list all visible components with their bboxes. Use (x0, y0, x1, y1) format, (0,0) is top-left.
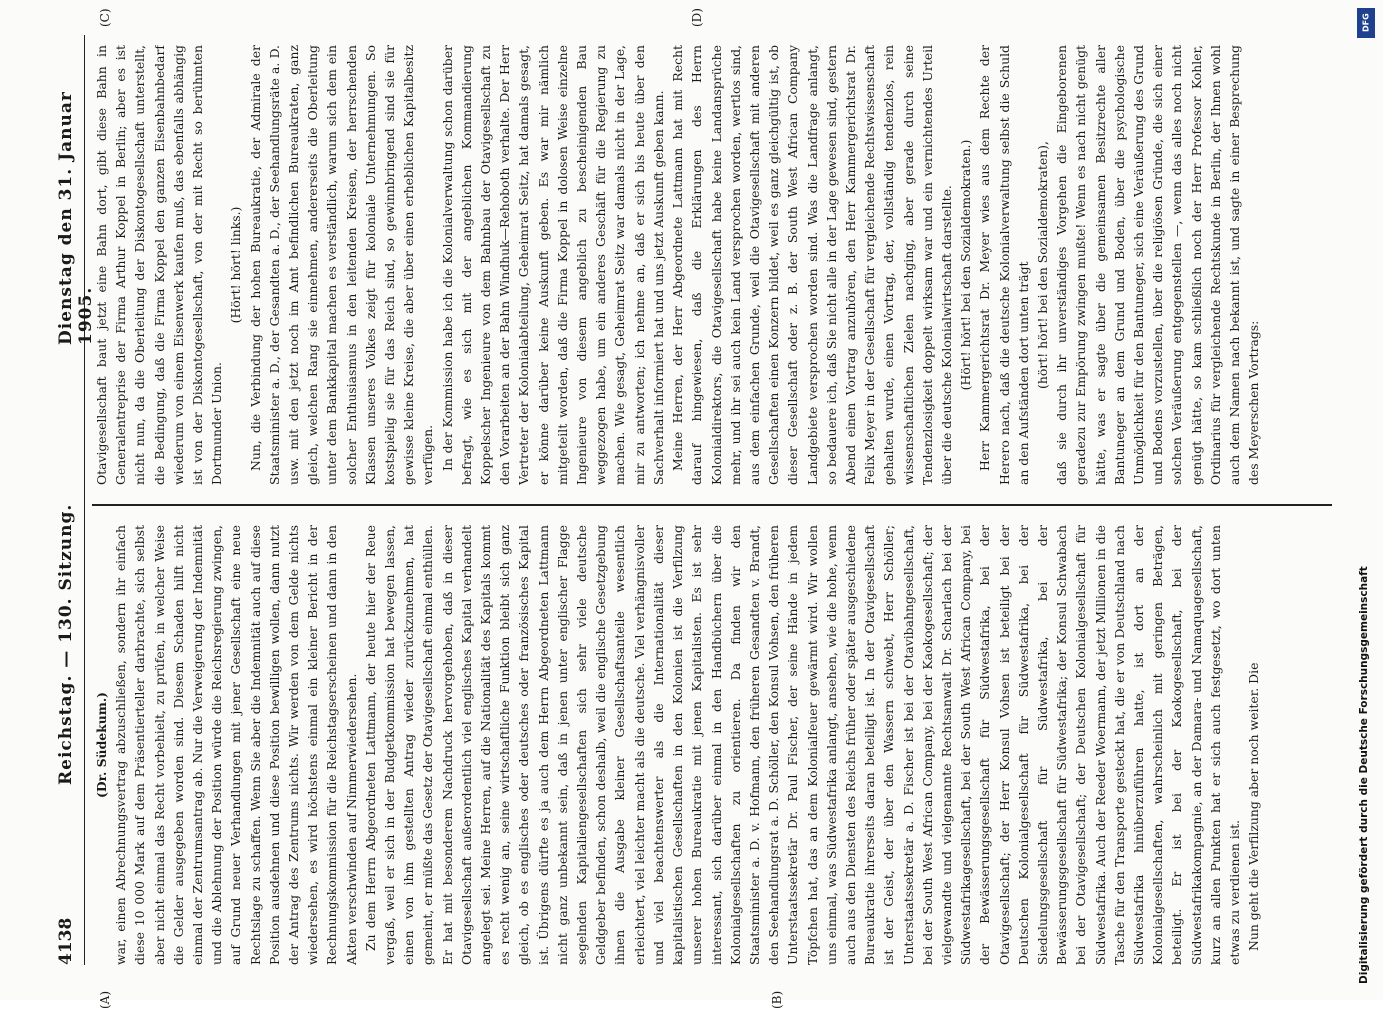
digitization-credit (1356, 8, 1378, 992)
right-column (92, 45, 1342, 485)
paragraph: Meine Herren, der Herr Abgeordnete Lattmann hat mit Recht darauf hingewiesen, daß die Erklärungen des Herrn Kolonialdirektors, die Otavigesellschaft habe keine Landansprüche mehr, und ihr sei auch kein Land versprochen worden, wertlos sind, aus dem einfachen Grunde, weil die Otavigesellschaft mit anderen Gesellschaften einen Konzern bildet, weil es ganz gleichgültig ist, ob dieser Gesellschaft oder z. B. der South West African Company Landgebiete versprochen worden sind. Was die Landfrage anlangt, so bedauere ich, daß Sie nicht alle in der Lage gewesen sind, gestern Abend einen Vortrag anzuhören, den Herr Kammergerichtsrat Dr. Felix Meyer in der Gesellschaft für vergleichende Rechtswissenschaft gehalten wurde, einen Vortrag, der, vollständig tendenzlos, rein wissenschaftlichen Zielen nachging, aber gerade durch seine Tendenzlosigkeit doppelt wirksam war und ein vernichtendes Urteil über die deutsche Kolonialwirtschaft darstellte. (670, 45, 954, 485)
paragraph: Zu dem Herrn Abgeordneten Lattmann, der heute hier der Reue vergaß, weil er sich in der Budgetkommission hat bewegen lassen, einen von ihm gestellten Antrag wieder zurückzunehmen, hat gemeint, er müßte das Gesetz der Otavigesellschaft einmal enthüllen. Er hat mit besonderem Nachdruck hervorgehoben, daß in dieser Otavigesellschaft außerordentlich viel englisches Kapital verhandelt angelegt sei. Meine Herren, auf die Nationalität des Kapitals kommt es recht wenig an, seine wirtschaftliche Funktion bleibt sich ganz gleich, ob es englisches oder deutsches oder französisches Kapital ist. Übrigens dürfte es ja auch dem Herrn Abgeordneten Lattmann nicht ganz unbekannt sein, daß in jenen unter englischer Flagge segelnden Kapitaliengesellschaften sich sehr viele deutsche Geldgeber befinden, schon deshalb, weil die englische Gesetzgebung ihnen die Ausgabe kleiner Gesellschaftsanteile wesentlich erleichtert, viel leichter macht als die deutsche. Viel verhängnisvoller und viel beachtenswerter als die Internationalität dieser kapitalistischen Gesellschaften in den Kolonien ist die Verfilzung unserer hohen Bureaukratie mit jenen Kapitalisten. Es ist sehr interessant, sich darüber einmal in den Handbüchern über die Kolonialgesellschaften zu orientieren. Da finden wir den Staatsminister a. D. v. Hofmann, den früheren Gesandten v. Brandt, den Seehandlungsrat a. D. Schöller, den Konsul Vohsen, den früheren Unterstaatssekretär Dr. Paul Fischer, der seine Hände in jedem Töpfchen hat, das an dem Kolonialfeuer gewärmt wird. Wir wollen uns einmal, was Südwestafrika anlangt, ansehen, wie die hohe, wenn auch aus den Diensten des Reichs früher oder später ausgeschiedene Bureaukratie ihrerseits daran beteiligt ist. In der Otavigesellschaft ist der Geist, der über den Wassern schwebt, Herr Schöller; Unterstaatssekretär a. D. Fischer ist bei der Otavibahngesellschaft, bei der South West African Company, bei der Kaokogesellschaft; der vielgewandte und vielgenannte Rechtsanwalt Dr. Scharlach bei der Südwestafrikagesellschaft, bei der South West African Company, bei der Bewässerungsgesellschaft für Südwestafrika, bei der Otavigesellschaft; der Herr Konsul Vohsen ist beteiligt bei der Deutschen Kolonialgesellschaft für Südwestafrika, bei der Siedelungsgesellschaft für Südwestafrika, bei der Bewässerungsgesellschaft für Südwestafrika; der Konsul Schwabach bei der Otavigesellschaft; der Deutschen Kolonialgesellschaft für Südwestafrika. Auch der Reeder Woermann, der jetzt Millionen in die Tasche für den Transporte gesteckt hat, die er von Deutschland nach Südwestafrika hinüberzuführen hatte, ist dort an der Kolonialgesellschaften, wahrscheinlich mit geringen Beträgen, beteiligt. Er ist bei der Kaokogesellschaft, bei der Südwestafrikakompagnie, an der Damara- und Namaquagesellschaft, kurz an allen Punkten hat er sich auch festgesetzt, wo dort unten etwas zu verdienen ist. (362, 525, 1242, 965)
margin-mark-c: (C) (98, 8, 112, 27)
interjection: (hört! hört! bei den Sozialdemokraten), (1034, 141, 1050, 389)
page-header (50, 35, 96, 965)
speaker-note: (Dr. Südekum.) (94, 692, 109, 799)
paragraph: Otavigesellschaft baut jetzt eine Bahn dort, gibt diese Bahn in Generalentreprise der Firma Arthur Koppel in Berlin; aber es ist nicht nun, da die Oberleitung der Diskontogesellschaft unterstellt, die Bedingung, daß die Firma Koppel den ganzen Eisenbahnbedarf wiederum von einem Eisenwerk kaufen muß, das ebenfalls abhängig ist von der Diskontogesellschaft, von der mit Recht so berühmten Dortmunder Union. (94, 45, 225, 485)
paragraph: Nun, die Verbindung der hohen Bureaukratie, der Admirale der Staatsminister a. D., der Gesandten a. D., der Seehandlungsräte a. D. usw. mit den jetzt noch im Amt befindlichen Bureaukraten, ganz gleich, welchen Rang sie einnehmen, andererseits die Oberleitung unter dem Bankkapital machen es verständlich, warum sich dem ein solcher Enthusiasmus in den leitenden Kreisen, der herrschenden Klassen unseres Volkes zeigt für koloniale Unternehmungen. So kostspielig sie für das Reich sind, so gewinnbringend sind sie für gewisse kleine Kreise, die aber über einen erheblichen Kapitalbesitz verfügen. (247, 45, 436, 485)
paragraph: Herr Kammergerichtsrat Dr. Meyer wies aus dem Rechte der Herero nach, daß die deutsche Kolonialverwaltung selbst die Schuld an den Aufständen dort unten trägt (977, 45, 1031, 485)
session-date: Dienstag den 31. Januar 1905. (56, 91, 96, 345)
margin-mark-d: (D) (690, 8, 704, 27)
paragraph: war, einen Abrechnungsvertrag abzuschließen, sondern ihr einfach diese 10 000 Mark auf dem Präsentierteller darbrachte, sich selbst aber nicht einmal das Recht vorbehielt, zu prüfen, in welcher Weise die Gelder ausgegeben worden sind. Diesem Schaden hilft nicht einmal der Zentrumsantrag ab. Nur die Verweigerung der Indemnität und die Ablehnung der Position würde die Reichsregierung zwingen, auf Grund neuer Verhandlungen mit jener Gesellschaft eine neue Rechtslage zu schaffen. Wenn Sie aber die Indemnität auch auf diese Position ausdehnen und diese Position bewilligen wollen, dann nutzt der Antrag des Zentrums nichts. Wir werden von dem Gelde nichts wiedersehen, es wird höchstens einmal ein kleiner Bericht in der Rechnungskommission für die Reichstagserscheinen und dann in den Akten verschwinden auf Nimmerwiedersehen. (113, 525, 359, 965)
paragraph: daß sie durch ihr unverständiges Vorgehen die Eingeborenen geradezu zur Empörung zwingen mußte! Wenn es nach nicht genügt hätte, was er sagte über die gemeinsamen Besitzrechte aller Bantuneger an dem Grund und Boden, über die psychologische Unmöglichkeit für den Bantuneger, sich eine Veräußerung des Grund und Bodens vorzustellen, über die religiösen Gründe, die sich einer solchen Veräußerung entgegenstellen —, wenn das alles noch nicht genügt hätte, so kam schließlich noch der Herr Professor Kohler, Ordinarius für vergleichende Rechtskunde in Berlin, der Ihnen wohl auch dem Namen nach bekannt ist, und sagte in einer Besprechung des Meyerschen Vortrags: (1054, 45, 1262, 485)
interjection: (Hört! hört! links.) (228, 206, 244, 324)
margin-mark-a: (A) (98, 990, 112, 1009)
paragraph: In der Kommission habe ich die Kolonialverwaltung schon darüber befragt, wie es sich mit der angeblichen Kommandierung Koppelscher Ingenieure von dem Bahnbau der Otavigesellschaft zu den Vorarbeiten an der Bahn Windhuk—Rehoboth verhalte. Der Herr Vertreter der Kolonialabteilung, Geheimrat Seitz, hat damals gesagt, er könne darüber keine Auskunft geben. Es war mir nämlich mitgeteilt worden, daß die Firma Koppel in dolosen Weise einzelne Ingenieure von diesem angeblich zu bescheinigenden Bau weggezogen habe, um ein anderes Geschäft für die Regierung zu machen. Wie gesagt, Geheimrat Seitz war damals nicht in der Lage, mir zu antworten; ich nehme an, daß er sich bis heute über den Sachverhalt informiert hat und uns jetzt Auskunft geben kann. (439, 45, 666, 485)
credit-text: Digitalisierung gefördert durch die Deutsche Forschungsgemeinschaft (1358, 566, 1370, 984)
page-number: 4138 (56, 917, 76, 965)
interjection: (Hört! hört! bei den Sozialdemokraten.) (958, 139, 974, 391)
session-title: Reichstag. — 130. Sitzung. (56, 503, 76, 785)
margin-mark-b: (B) (770, 990, 784, 1009)
dfg-logo: DFG (1357, 8, 1375, 38)
left-column (92, 525, 1342, 965)
column-divider (92, 505, 1332, 507)
paragraph: Nun geht die Verfilzung aber noch weiter. Die (1246, 662, 1262, 951)
rotated-page-content (50, 8, 1350, 1009)
